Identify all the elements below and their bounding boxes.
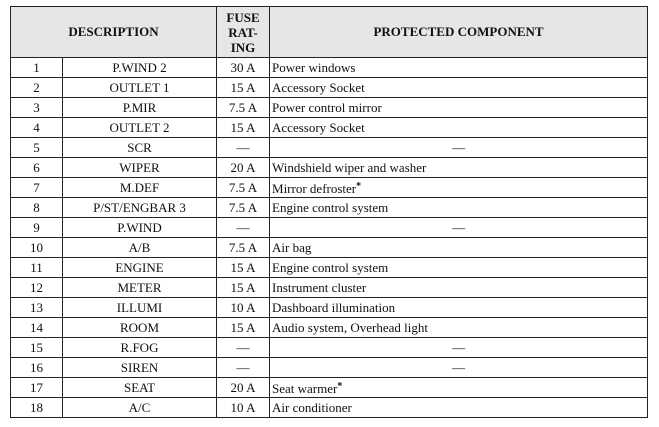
fuse-description-cell (63, 118, 217, 138)
fuse-description-cell (63, 158, 217, 178)
fuse-number-cell-text: 8 (33, 199, 40, 215)
fuse-description-cell-text: ENGINE (115, 259, 164, 275)
protected-component-cell-text: Air conditioner (272, 399, 352, 415)
fuse-rating-cell-text: 15 A (230, 319, 256, 335)
fuse-rating-cell-text: 20 A (230, 159, 256, 175)
fuse-rating-cell (217, 138, 270, 158)
protected-component-cell-text: Engine control system (272, 199, 389, 215)
fuse-description-cell-text: A/C (128, 399, 151, 415)
fuse-rating-cell (217, 98, 270, 118)
header-rating-line-2: RAT- (228, 24, 258, 40)
protected-component-cell-text: Engine control system (272, 259, 389, 275)
fuse-rating-cell-text: 20 A (230, 379, 256, 395)
protected-component-cell (270, 238, 648, 258)
fuse-description-cell (63, 218, 217, 238)
header-protected-component: PROTECTED COMPONENT (270, 7, 648, 58)
fuse-number-cell (11, 138, 63, 158)
header-description: DESCRIPTION (11, 7, 217, 58)
fuse-description-cell-text: METER (117, 279, 162, 295)
fuse-rating-cell-text: — (236, 339, 250, 355)
fuse-rating-cell (217, 398, 270, 418)
fuse-description-cell-text: OUTLET 2 (109, 119, 170, 135)
fuse-number-cell-text: 9 (33, 219, 40, 235)
protected-component-cell-text: Air bag (272, 239, 312, 255)
fuse-table (10, 6, 648, 418)
fuse-rating-cell (217, 278, 270, 298)
fuse-description-cell (63, 238, 217, 258)
fuse-number-cell-text: 11 (30, 259, 43, 275)
protected-component-cell (270, 318, 648, 338)
fuse-number-cell (11, 358, 63, 378)
fuse-rating-cell-text: 7.5 A (228, 239, 258, 255)
protected-component-cell (270, 358, 648, 378)
fuse-rating-cell-text: 15 A (230, 79, 256, 95)
fuse-number-cell (11, 218, 63, 238)
table-row (11, 98, 648, 118)
fuse-number-cell (11, 278, 63, 298)
fuse-description-cell (63, 78, 217, 98)
protected-component-cell (270, 178, 648, 198)
fuse-rating-cell (217, 198, 270, 218)
protected-component-cell-text: — (452, 359, 466, 375)
table-row (11, 398, 648, 418)
protected-component-cell (270, 378, 648, 398)
fuse-rating-cell (217, 378, 270, 398)
fuse-rating-cell (217, 218, 270, 238)
fuse-number-cell (11, 298, 63, 318)
table-row (11, 218, 648, 238)
fuse-rating-cell-text: 10 A (230, 399, 256, 415)
fuse-table-body (11, 58, 648, 418)
fuse-number-cell-text: 10 (30, 239, 43, 255)
fuse-number-cell (11, 178, 63, 198)
table-row (11, 198, 648, 218)
fuse-number-cell (11, 378, 63, 398)
fuse-rating-cell-text: 10 A (230, 299, 256, 315)
protected-component-cell (270, 218, 648, 238)
table-row (11, 118, 648, 138)
table-row (11, 298, 648, 318)
protected-component-cell-text: Accessory Socket (272, 119, 365, 135)
protected-component-cell (270, 258, 648, 278)
fuse-number-cell (11, 318, 63, 338)
fuse-description-cell-text: M.DEF (119, 179, 160, 195)
fuse-rating-cell-text: 7.5 A (228, 199, 258, 215)
protected-component-cell-text: Power control mirror (272, 99, 382, 115)
protected-component-cell (270, 278, 648, 298)
protected-component-cell (270, 118, 648, 138)
fuse-rating-cell (217, 118, 270, 138)
fuse-description-cell-text: P.WIND (117, 219, 162, 235)
table-row (11, 378, 648, 398)
protected-component-cell (270, 138, 648, 158)
fuse-number-cell-text: 15 (30, 339, 43, 355)
protected-component-cell-text: Seat warmer (272, 380, 338, 396)
table-row (11, 178, 648, 198)
fuse-rating-cell-text: — (236, 219, 250, 235)
fuse-number-cell-text: 16 (30, 359, 43, 375)
fuse-number-cell (11, 98, 63, 118)
fuse-number-cell (11, 158, 63, 178)
fuse-number-cell-text: 12 (30, 279, 43, 295)
fuse-number-cell-text: 5 (33, 139, 40, 155)
fuse-rating-cell (217, 358, 270, 378)
protected-component-cell-text: Instrument cluster (272, 279, 367, 295)
header-rating-line-1: FUSE (226, 9, 260, 25)
table-row (11, 358, 648, 378)
fuse-description-cell-text: SCR (127, 139, 152, 155)
fuse-number-cell (11, 258, 63, 278)
protected-component-cell (270, 158, 648, 178)
fuse-rating-cell (217, 298, 270, 318)
fuse-description-cell (63, 138, 217, 158)
fuse-number-cell-text: 1 (33, 59, 40, 75)
fuse-number-cell (11, 398, 63, 418)
fuse-description-cell-text: A/B (128, 239, 151, 255)
table-row (11, 278, 648, 298)
fuse-description-cell (63, 378, 217, 398)
fuse-rating-cell (217, 58, 270, 78)
protected-component-cell (270, 198, 648, 218)
fuse-rating-cell (217, 158, 270, 178)
fuse-rating-cell-text: 15 A (230, 119, 256, 135)
table-row (11, 338, 648, 358)
fuse-description-cell (63, 278, 217, 298)
fuse-number-cell (11, 78, 63, 98)
protected-component-cell-text: Dashboard illumination (272, 299, 396, 315)
protected-component-cell-text: Audio system, Overhead light (272, 319, 428, 335)
protected-component-cell-text: — (452, 139, 466, 155)
fuse-rating-cell (217, 318, 270, 338)
fuse-description-cell (63, 338, 217, 358)
fuse-description-cell-text: P.MIR (122, 99, 157, 115)
fuse-description-cell (63, 258, 217, 278)
fuse-description-cell-text: OUTLET 1 (109, 79, 170, 95)
fuse-number-cell-text: 6 (33, 159, 40, 175)
protected-component-cell-text: Accessory Socket (272, 79, 365, 95)
protected-component-cell-text: — (452, 339, 466, 355)
footnote-asterisk: * (356, 180, 362, 192)
fuse-rating-cell-text: — (236, 359, 250, 375)
fuse-description-cell (63, 318, 217, 338)
table-row (11, 238, 648, 258)
fuse-rating-cell (217, 338, 270, 358)
table-row (11, 158, 648, 178)
fuse-description-cell-text: ROOM (120, 319, 160, 335)
footnote-asterisk: * (337, 380, 343, 392)
header-fuse-rating (217, 7, 270, 58)
fuse-rating-cell-text: 15 A (230, 259, 256, 275)
fuse-description-cell (63, 398, 217, 418)
fuse-rating-cell-text: 7.5 A (228, 99, 258, 115)
fuse-number-cell-text: 4 (33, 119, 40, 135)
fuse-description-cell-text: WIPER (119, 159, 160, 175)
fuse-number-cell (11, 198, 63, 218)
fuse-number-cell (11, 338, 63, 358)
protected-component-cell-text: — (452, 219, 466, 235)
fuse-number-cell-text: 18 (30, 399, 43, 415)
fuse-number-cell-text: 2 (33, 79, 40, 95)
fuse-description-cell-text: P/ST/ENGBAR 3 (93, 199, 186, 215)
fuse-description-cell-text: P.WIND 2 (112, 59, 167, 75)
fuse-rating-cell-text: 7.5 A (228, 179, 258, 195)
fuse-number-cell-text: 3 (33, 99, 40, 115)
fuse-number-cell (11, 58, 63, 78)
fuse-number-cell (11, 238, 63, 258)
protected-component-cell (270, 98, 648, 118)
protected-component-cell-text: Power windows (272, 59, 356, 75)
fuse-description-cell (63, 358, 217, 378)
fuse-rating-cell (217, 78, 270, 98)
table-row (11, 138, 648, 158)
protected-component-cell (270, 338, 648, 358)
fuse-number-cell-text: 14 (30, 319, 43, 335)
fuse-number-cell (11, 118, 63, 138)
header-row (11, 7, 648, 58)
protected-component-cell (270, 398, 648, 418)
table-row (11, 258, 648, 278)
header-rating-line-3: ING (230, 39, 256, 55)
protected-component-cell (270, 298, 648, 318)
fuse-description-cell-text: ILLUMI (116, 299, 163, 315)
protected-component-cell (270, 58, 648, 78)
fuse-description-cell (63, 98, 217, 118)
fuse-description-cell-text: SEAT (123, 379, 156, 395)
fuse-number-cell-text: 17 (30, 379, 43, 395)
fuse-rating-cell-text: — (236, 139, 250, 155)
table-row (11, 318, 648, 338)
table-row (11, 78, 648, 98)
table-row (11, 58, 648, 78)
fuse-table-container (10, 6, 648, 418)
fuse-rating-cell (217, 178, 270, 198)
fuse-rating-cell (217, 258, 270, 278)
fuse-rating-cell (217, 238, 270, 258)
fuse-rating-cell-text: 15 A (230, 279, 256, 295)
protected-component-cell-text: Windshield wiper and washer (272, 159, 427, 175)
fuse-number-cell-text: 13 (30, 299, 43, 315)
fuse-description-cell (63, 298, 217, 318)
fuse-description-cell (63, 198, 217, 218)
fuse-rating-cell-text: 30 A (230, 59, 256, 75)
fuse-description-cell-text: R.FOG (120, 339, 159, 355)
fuse-description-cell (63, 58, 217, 78)
fuse-description-cell-text: SIREN (120, 359, 159, 375)
protected-component-cell (270, 78, 648, 98)
protected-component-cell-text: Mirror defroster (272, 180, 357, 196)
fuse-number-cell-text: 7 (33, 179, 40, 195)
fuse-description-cell (63, 178, 217, 198)
